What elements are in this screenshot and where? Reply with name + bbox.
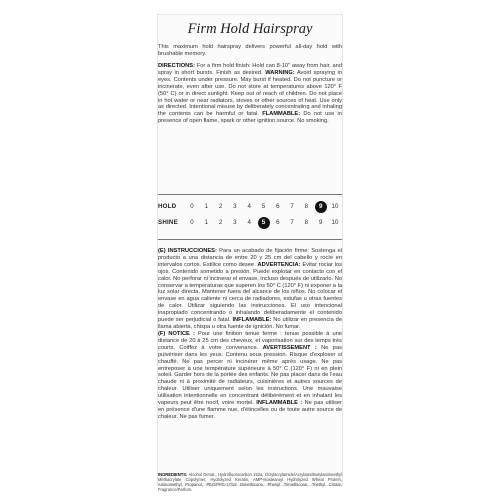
ingredients-section xyxy=(158,472,342,492)
shine-value-1: 1 xyxy=(204,219,209,226)
hold-value-4: 4 xyxy=(247,203,251,210)
product-title: Firm Hold Hairspray xyxy=(187,21,313,37)
warning-heading: WARNING: xyxy=(265,69,295,76)
intro-text: This maximum hold hairspray delivers powerful all-day hold with brushable memory. xyxy=(158,44,342,57)
directions-heading: DIRECTIONS: xyxy=(158,63,195,69)
spanish-section xyxy=(158,248,342,331)
shine-value-3: 3 xyxy=(233,219,237,226)
ingredients-heading: INGREDIENTS: xyxy=(158,472,188,477)
french-text: Pour une finition tenue ferme : tenue possible à une distance de 20 à 25 cm des cheveux, et vaporisation sur des temps très courts. Coiffez à votre convenance. xyxy=(158,331,342,351)
hold-value-3: 3 xyxy=(233,203,237,210)
shine-value-4: 4 xyxy=(247,219,251,226)
hold-value-7: 7 xyxy=(290,203,294,210)
french-warning-text: Ne pas pulvériser dans les yeux. Contenu sous pression. Risque d'exploser si chauffé. Ne pas percer ni incinérer même après usage. Ne pas entreposer à une température supérieure à 50° C (120° F) ni en plein soleil. Garder hors de la portée des enfants. Ne pas placer dans de l'eau chaude ni à proximité de radiateurs, cuisinières et autres sources de chaleur. Utiliser uniquement selon les instructions. Une mauvaise utilisation intentionnelle en concentrant délibérément et en inhalant les vapeurs peut être nocif, voire mortel. xyxy=(158,344,342,407)
shine-value-7: 7 xyxy=(290,219,294,226)
spanish-warning-heading: ADVERTENCIA: xyxy=(257,261,301,268)
warning-text: Avoid spraying in eyes. Contents under pressure. May burst if heated. Do not puncture or incinerate, even after use. Do not store at temperatures above 120° F (50° C) or in direct sunlight. Keep out of reach of children. Do not place in hot water or near radiators, stoves or other sources of heat. Use only as directed. Intentional misuse by deliberately concentrating and inhaling the contents can be harmful or fatal. xyxy=(158,69,342,118)
product-label xyxy=(157,14,343,492)
flammable-text: Do not use in presence of open flame, spark or other ignition source. No smoking. xyxy=(158,111,342,125)
spanish-flammable-heading: INFLAMABLE: xyxy=(232,317,272,324)
hold-scale xyxy=(158,201,342,213)
hold-value-8: 8 xyxy=(304,203,309,210)
shine-value-10: 10 xyxy=(331,219,339,226)
hold-value-6: 6 xyxy=(276,203,280,210)
shine-value-8: 8 xyxy=(304,219,309,226)
hold-value-0: 0 xyxy=(190,203,194,210)
french-flammable-heading: INFLAMMABLE : xyxy=(256,400,303,407)
directions-section xyxy=(158,63,342,125)
spanish-warning-text: Evitar rociar los ojos. Contenido sometido a presión. Puede explotar en contacto con el calor. No perforar ni incinerar el envase, incluso después de utilizarlo. No conservar a temperaturas que superen los 50° C (120° F) ni exponer a la luz solar directa. Mantener fuera del alcance de los niños. No colocar el envase en agua caliente ni cerca de radiadores, estufas u otras fuentes de calor. Utilizar siguiendo las instrucciones. El uso intencional inapropiado concentrando o inhalando deliberadamente el contenido puede ser perjudicial o fatal. xyxy=(158,261,342,324)
hold-value-2: 2 xyxy=(218,203,223,210)
hold-value-1: 1 xyxy=(204,203,209,210)
spanish-heading: (E) INSTRUCCIONES: xyxy=(158,248,217,254)
ingredients-text: Alcohol Denat., Hydrofluorocarbon 152a, Octylacrylamide/Acrylates/Butylaminoethyl Methacrylate Copolymer, Hydrolyzed Keratin, AMP-Isostearoyl Hydrolyzed Wheat Protein, Aminomethyl Propanol, PEG/PPG-17/18 Dimethicone, Phenyl Trimethicone, Triethyl Citrate, Fragrance/Parfum. xyxy=(158,472,342,492)
french-section xyxy=(158,331,342,421)
hold-value-10: 10 xyxy=(331,203,339,210)
spanish-flammable-text: No utilizar en presencia de llama abierta, chispa u otra fuente de ignición. No fumar. xyxy=(158,317,342,330)
french-warning-heading: AVERTISSEMENT : xyxy=(262,344,317,351)
shine-value-2: 2 xyxy=(218,219,223,226)
french-heading: (F) NOTICE : xyxy=(158,331,195,337)
shine-value-9: 9 xyxy=(318,219,323,226)
spanish-text: Para un acabado de fijación firme: Sostenga el producto a una distancia de entre 20 y 25 cm del cabello y rocíe en intervalos cortos. Estilice como desee. xyxy=(158,248,342,268)
directions-text: For a firm hold finish: Hold can 8-10" away from hair, and spray in short bursts. Finish as desired. xyxy=(158,63,342,76)
hold-value-9-selected: 9 xyxy=(315,201,327,213)
flammable-heading: FLAMMABLE: xyxy=(262,111,301,118)
shine-value-0: 0 xyxy=(190,219,194,226)
shine-value-6: 6 xyxy=(276,219,280,226)
shine-scale-label: SHINE xyxy=(158,219,178,226)
divider-bottom xyxy=(158,239,342,240)
shine-scale xyxy=(158,217,342,229)
divider-top xyxy=(158,194,342,195)
shine-value-5-selected: 5 xyxy=(258,217,270,229)
hold-value-5: 5 xyxy=(261,203,266,210)
hold-scale-label: HOLD xyxy=(158,203,177,210)
french-flammable-text: Ne pas utiliser en présence d'une flamme nue, d'étincelles ou de toute autre source de chaleur. Ne pas fumer. xyxy=(158,400,342,420)
